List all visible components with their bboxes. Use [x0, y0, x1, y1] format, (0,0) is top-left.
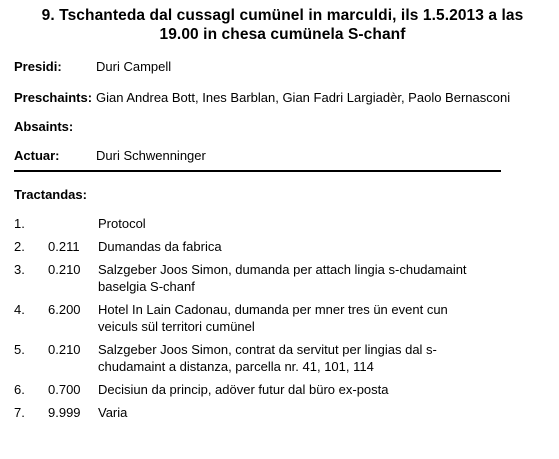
agenda-item-number: 3.: [14, 262, 25, 277]
agenda-list: [14, 215, 551, 421]
agenda-item-text: Salzgeber Joos Simon, dumanda per attach lingia s-chudamaint baselgia S-chanf: [98, 262, 467, 294]
agenda-item: [14, 301, 551, 335]
agenda-item-number: 2.: [14, 239, 25, 254]
agenda-item-text: Varia: [98, 405, 128, 420]
agenda-item-text: Decisiun da princip, adöver futur dal büro ex-posta: [98, 382, 389, 397]
agenda-item-code: 9.999: [48, 405, 81, 420]
agenda-item-text: Dumandas da fabrica: [98, 239, 222, 254]
presidi-value: Duri Campell: [96, 59, 172, 74]
agenda-item: [14, 261, 551, 295]
agenda-item: [14, 238, 551, 255]
agenda-item: [14, 215, 551, 232]
presidi-row: [14, 58, 551, 75]
agenda-item-text: Salzgeber Joos Simon, contrat da servitut per lingias dal s-chudamaint a distanza, parcella nr. 41, 101, 114: [98, 342, 437, 374]
agenda-item-code: [48, 215, 98, 232]
section-divider: [14, 170, 501, 172]
agenda-item: [14, 381, 551, 398]
preschaints-label: Preschaints:: [14, 90, 93, 105]
tractandas-heading: Tractandas:: [14, 187, 87, 202]
agenda-item-text: Hotel In Lain Cadonau, dumanda per mner tres ün event cun veiculs sül territori cumünel: [98, 302, 448, 334]
actuar-row: [14, 147, 551, 164]
agenda-item-code: 0.210: [48, 262, 81, 277]
title-line-1: 9. Tschanteda dal cussagl cumünel in marculdi, ils 1.5.2013 a las: [41, 7, 524, 24]
agenda-item: [14, 404, 551, 421]
title-line-2: 19.00 in chesa cumünela S-chanf: [159, 26, 406, 43]
actuar-label: Actuar:: [14, 148, 60, 163]
agenda-item-number: 6.: [14, 382, 25, 397]
document-title: [14, 6, 551, 44]
preschaints-value: Gian Andrea Bott, Ines Barblan, Gian Fadri Largiadèr, Paolo Bernasconi: [96, 90, 511, 105]
actuar-value: Duri Schwenninger: [96, 148, 206, 163]
presidi-label: Presidi:: [14, 59, 62, 74]
agenda-item-text: Protocol: [98, 216, 146, 231]
absaints-value: [96, 118, 551, 135]
agenda-item-number: 1.: [14, 216, 25, 231]
agenda-item-number: 5.: [14, 342, 25, 357]
absaints-label: Absaints:: [14, 119, 74, 134]
agenda-item-code: 0.700: [48, 382, 81, 397]
absaints-row: [14, 118, 551, 135]
agenda-item-code: 0.211: [48, 239, 80, 254]
preschaints-row: [14, 89, 551, 106]
agenda-item-code: 0.210: [48, 342, 81, 357]
agenda-item-number: 7.: [14, 405, 25, 420]
agenda-item-number: 4.: [14, 302, 25, 317]
agenda-item-code: 6.200: [48, 302, 81, 317]
agenda-item: [14, 341, 551, 375]
